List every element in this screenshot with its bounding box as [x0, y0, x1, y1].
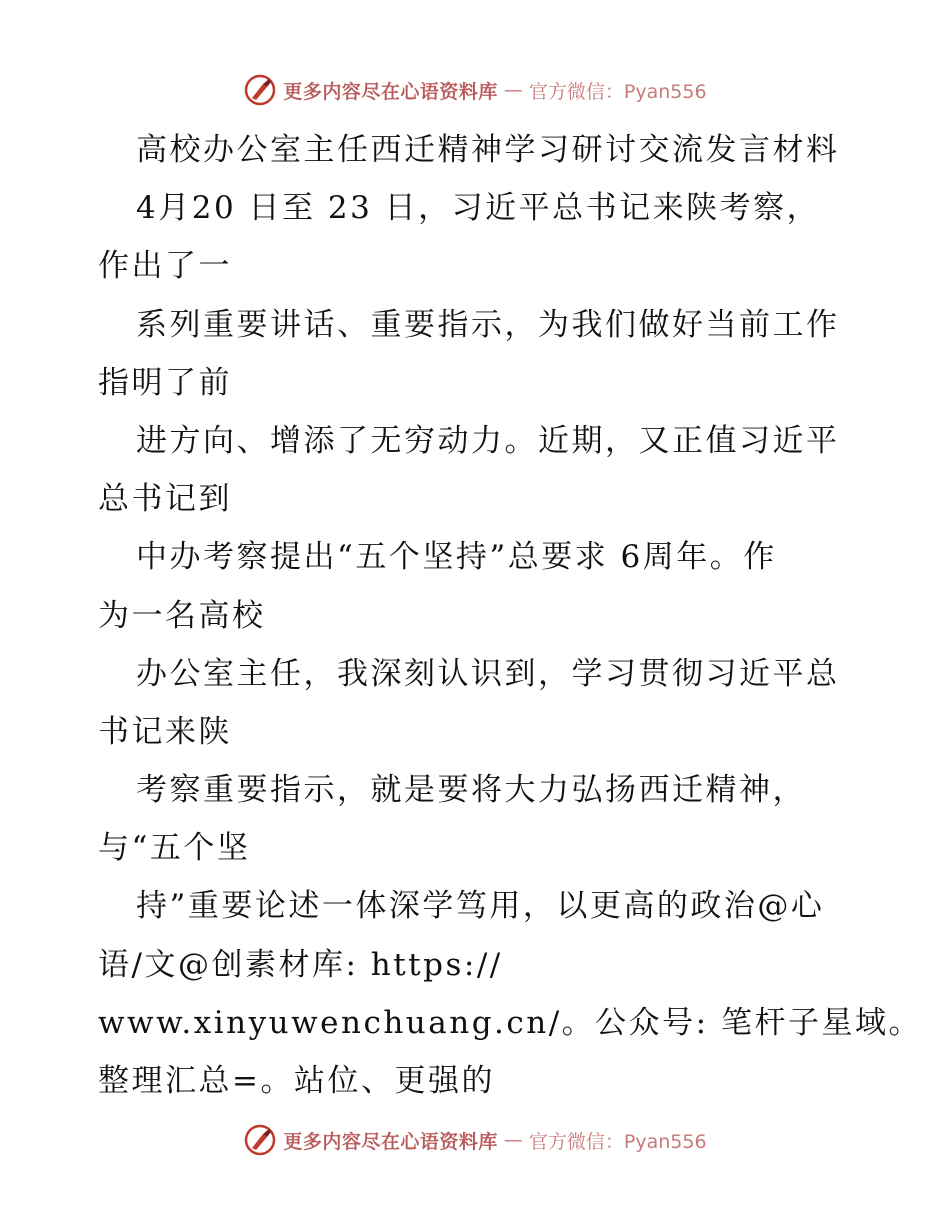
paragraph-line: 书记来陕 [98, 713, 232, 750]
paragraph-line: 作出了一 [98, 248, 232, 285]
paragraph-line: www.xinyuwenchuang.cn/。公众号: 笔杆子星域。 [98, 1004, 922, 1041]
paragraph-line: 总书记到 [98, 481, 232, 518]
watermark-wechat: 官方微信：Pyan556 [528, 80, 707, 103]
paragraph-line: 进方向、增添了无穷动力。近期，又正值习近平 [136, 422, 840, 459]
document-title: 高校办公室主任西迁精神学习研讨交流发言材料 [136, 132, 840, 168]
paragraph-line: 系列重要讲话、重要指示，为我们做好当前工作 [136, 306, 840, 343]
paragraph-line: 整理汇总=。站位、更强的 [98, 1063, 495, 1099]
paragraph-line: 办公室主任，我深刻认识到，学习贯彻习近平总 [136, 655, 840, 692]
paragraph-line: 4月20 日至 23 日，习近平总书记来陕考察， [136, 190, 821, 227]
watermark-tagline: 更多内容尽在心语资料库 [283, 1130, 498, 1153]
footer-watermark-banner [0, 1120, 950, 1160]
pen-nib-circle-icon [243, 73, 277, 107]
paragraph-line: 考察重要指示，就是要将大力弘扬西迁精神， [136, 772, 806, 809]
paragraph-line: 持”重要论述一体深学笃用，以更高的政治@心 [136, 888, 825, 925]
paragraph-line: 语/文@创素材库: https:// [98, 946, 503, 983]
watermark-separator: — [503, 79, 523, 101]
watermark-tagline: 更多内容尽在心语资料库 [283, 80, 498, 103]
paragraph-line: 中办考察提出“五个坚持”总要求 6周年。作 [136, 539, 777, 576]
watermark-separator: — [503, 1129, 523, 1151]
paragraph-line: 为一名高校 [98, 597, 266, 634]
document-body [98, 121, 922, 1110]
pen-nib-circle-icon [243, 1123, 277, 1157]
watermark-wechat: 官方微信：Pyan556 [528, 1130, 707, 1153]
paragraph-line: 指明了前 [98, 364, 232, 401]
paragraph-line: 与“五个坚 [98, 830, 251, 867]
header-watermark-banner [0, 70, 950, 110]
